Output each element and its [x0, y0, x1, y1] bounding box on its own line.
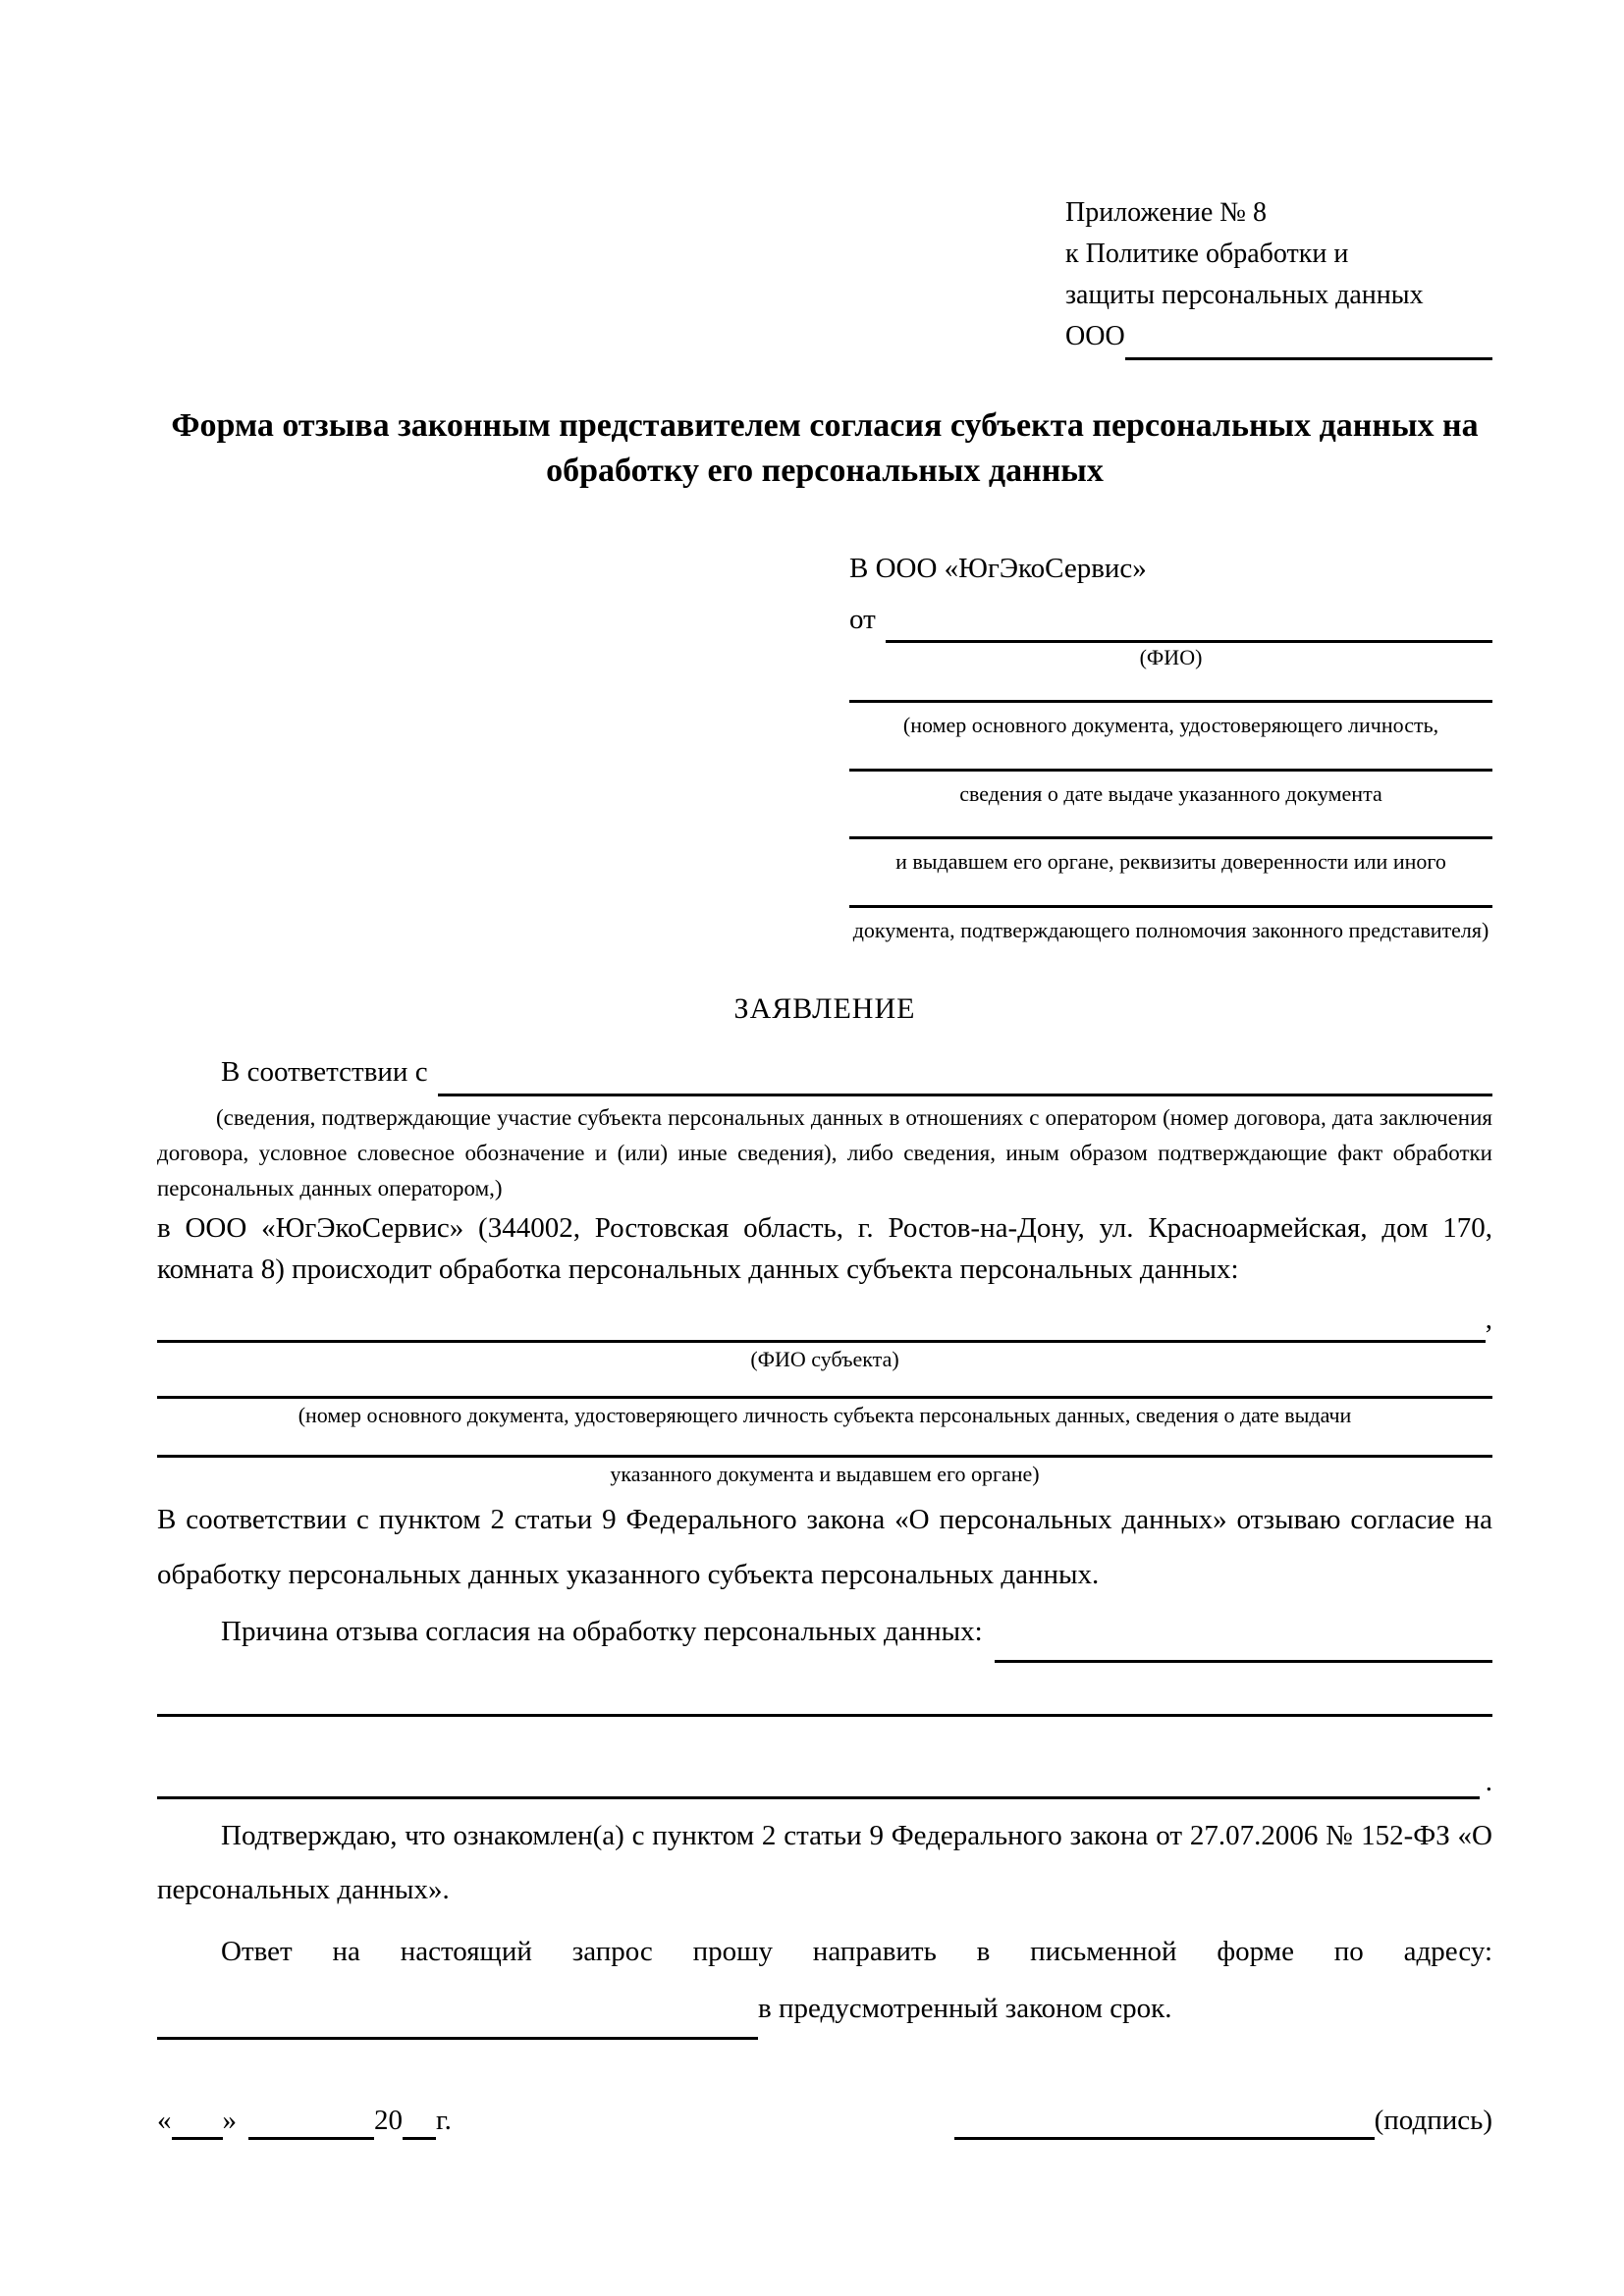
- policy-line-1: к Политике обработки и: [1065, 239, 1349, 269]
- withdrawal-paragraph: В соответствии с пунктом 2 статьи 9 Федерального закона «О персональных данных» отзываю согласие на обработку персональных данных указанного субъекта персональных данных.: [157, 1504, 1492, 1590]
- ooo-label: ООО: [1065, 321, 1125, 351]
- year-blank: [403, 2105, 436, 2140]
- intro-blank: [438, 1051, 1492, 1097]
- quote-close: »: [222, 2104, 237, 2136]
- reply-suffix: в предусмотренный законом срок.: [758, 1992, 1172, 2024]
- confirm-paragraph: Подтверждаю, что ознакомлен(а) с пунктом 2 статьи 9 Федерального закона от 27.07.2006 № 152-ФЗ «О персональных данных».: [157, 1819, 1492, 1905]
- subject-fio-comma: ,: [1485, 1304, 1492, 1336]
- signature-group: [954, 2105, 1492, 2140]
- signature-blank: [954, 2105, 1375, 2140]
- reason-extra-blank-1: [157, 1714, 1492, 1717]
- addressee-block: [849, 549, 1492, 943]
- doc-field-4-caption: документа, подтверждающего полномочия законного представителя): [852, 917, 1489, 942]
- doc-field-1-caption: (номер основного документа, удостоверяющего личность,: [902, 713, 1439, 738]
- intro-row: [157, 1051, 1492, 1097]
- ooo-name-blank: [1125, 316, 1492, 360]
- reason-row: [157, 1603, 1492, 1663]
- reply-address-row: [157, 1980, 1492, 2040]
- doc-field-4: [849, 905, 1492, 943]
- reply-paragraph: Ответ на настоящий запрос прошу направить в письменной форме по адресу:: [221, 1935, 1492, 1967]
- doc-field-1-blank: [849, 700, 1492, 703]
- subject-fio-row: [157, 1300, 1492, 1343]
- intro-prefix: В соответствии с: [221, 1055, 428, 1088]
- ooo-row: [1065, 316, 1492, 360]
- statement-heading: ЗАЯВЛЕНИЕ: [733, 991, 916, 1025]
- doc-field-3-blank: [849, 836, 1492, 839]
- doc-field-4-blank: [849, 905, 1492, 908]
- policy-line-2: защиты персональных данных: [1065, 280, 1424, 310]
- year-prefix: 20: [374, 2104, 403, 2136]
- doc-field-3: [849, 836, 1492, 875]
- doc-field-3-caption: и выдавшем его органе, реквизиты доверенности или иного: [895, 849, 1446, 875]
- subject-doc-blank-1: [157, 1396, 1492, 1399]
- subject-fio-blank: [157, 1300, 1486, 1343]
- from-fio-blank: [886, 600, 1492, 643]
- signature-caption: (подпись): [1374, 2104, 1492, 2136]
- reply-address-blank: [157, 1980, 758, 2040]
- intro-caption: (сведения, подтверждающие участие субъекта персональных данных в отношениях с оператором (номер договора, дата заключения договора, условное словесное обозначение и (или) иные сведения), либо сведения, иным образом подтверждающие факт обработки персональных данных оператором,): [157, 1105, 1492, 1201]
- blank-period: .: [1485, 1765, 1492, 1797]
- fio-caption: (ФИО): [1139, 644, 1203, 669]
- reason-label: Причина отзыва согласия на обработку персональных данных:: [221, 1615, 983, 1647]
- from-label: от: [849, 604, 876, 636]
- reason-extra-blank-2-line: [157, 1768, 1480, 1799]
- operator-paragraph: в ООО «ЮгЭкоСервис» (344002, Ростовская область, г. Ростов-на-Дону, ул. Красноармейская, дом 170, комната 8) происходит обработка персональных данных субъекта персональных данных:: [157, 1212, 1492, 1286]
- reason-blank: [995, 1603, 1492, 1663]
- quote-open: «: [157, 2104, 172, 2136]
- subject-fio-caption: (ФИО субъекта): [750, 1347, 899, 1372]
- doc-field-1: [849, 700, 1492, 738]
- doc-field-2-blank: [849, 769, 1492, 772]
- year-suffix: г.: [436, 2104, 452, 2136]
- subject-doc-blank-2: [157, 1455, 1492, 1458]
- month-blank: [248, 2105, 374, 2140]
- doc-field-2: [849, 769, 1492, 807]
- page-title: Форма отзыва законным представителем согласия субъекта персональных данных на обработку его персональных данных: [171, 407, 1479, 489]
- appendix-line: Приложение № 8: [1065, 197, 1267, 228]
- doc-field-2-caption: сведения о дате выдаче указанного документа: [959, 780, 1382, 806]
- subject-doc-caption-1: (номер основного документа, удостоверяющего личность субъекта персональных данных, сведения о дате выдачи: [298, 1403, 1352, 1428]
- from-row: [849, 600, 1492, 643]
- addressee-to: В ООО «ЮгЭкоСервис»: [849, 552, 1147, 584]
- date-group: [157, 2105, 452, 2140]
- appendix-header: [1065, 192, 1492, 360]
- subject-doc-caption-2: указанного документа и выдавшем его органе): [610, 1461, 1040, 1486]
- reason-extra-blank-2: [157, 1765, 1492, 1799]
- footer-row: [157, 2105, 1492, 2140]
- day-blank: [172, 2105, 223, 2140]
